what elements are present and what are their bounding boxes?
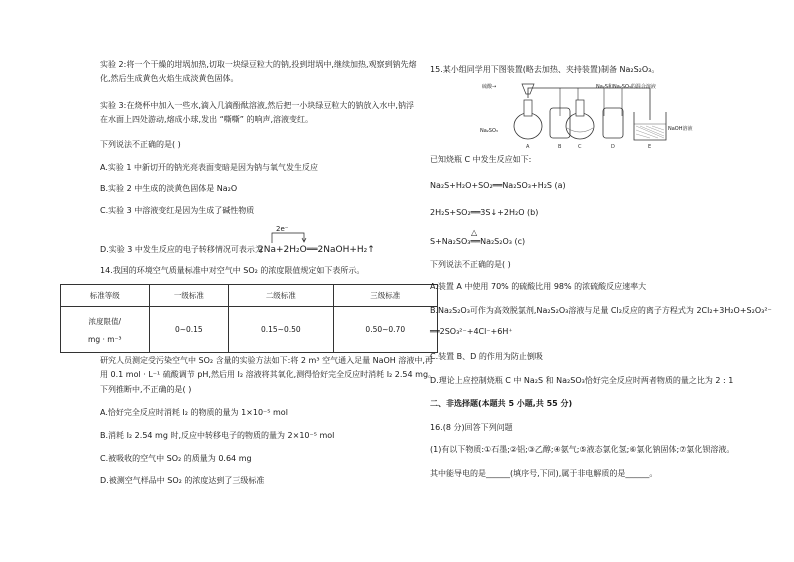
section-2-heading: 二、非选择题(本题共 5 小题,共 55 分) [430,399,573,408]
q14-option-d: D.被测空气样品中 SO₂ 的浓度达到了三级标准 [100,476,265,485]
q15-option-d: D.理论上应控制烧瓶 C 中 Na₂S 和 Na₂SO₃恰好完全反应时两者物质的量之比为 2 : 1 [430,376,734,385]
q14-option-b: B.消耗 I₂ 2.54 mg 时,反应中转移电子的物质的量为 2×10⁻⁵ mol [100,431,335,440]
table-row-label [61,307,150,353]
q13-option-c: C.实验 3 中溶液变红是因为生成了碱性物质 [100,206,255,215]
exp2-line2: 化,然后生成黄色火焰生成淡黄色固体。 [100,74,239,83]
q13-option-b: B.实验 2 中生成的淡黄色固体是 Na₂O [100,184,238,193]
bottle-label: E [648,144,652,150]
q13-option-a: A.实验 1 中新切开的钠光亮表面变暗是因为钠与氧气发生反应 [100,163,319,172]
table-header: 二级标准 [229,285,333,307]
bottle-label: D [611,144,615,150]
bottle-label: A [526,144,530,150]
row-label-line1: 浓度限值/ [88,316,122,326]
q15-option-b-line2: ══2SO₃²⁻+4Cl⁻+6H⁺ [430,327,513,336]
reaction-c-condition: △ [471,228,478,237]
table-cell: 0.15~0.50 [229,307,333,353]
table-header: 标准等级 [61,285,150,307]
q16-stem: 16.(8 分)回答下列问题 [430,423,513,432]
label-na2so3: Na₂SO₃ [480,128,498,134]
q14-stem: 14.我国的环境空气质量标准中对空气中 SO₂ 的浓度限值规定如下表所示。 [100,266,365,275]
q16-line1: (1)有以下物质:①石墨;②铝;③乙醇;④氨气;⑤液态氯化氢;⑥氯化钠固体;⑦氯化钡溶液。 [430,445,735,454]
known-intro: 已知烧瓶 C 中发生反应如下: [430,155,532,164]
q15-option-b-line1: B.Na₂S₂O₃可作为高效脱氯剂,Na₂S₂O₃溶液与足量 Cl₂反应的离子方程式为 2Cl₂+3H₂O+S₂O₃²⁻ [430,306,772,315]
q14-option-a: A.恰好完全反应时消耗 I₂ 的物质的量为 1×10⁻⁵ mol [100,408,288,417]
q16-line2: 其中能导电的是______(填序号,下同),属于非电解质的是______。 [430,469,658,478]
reaction-a: Na₂S+H₂O+SO₂══Na₂SO₃+H₂S (a) [430,181,566,190]
bottle-label: C [578,144,582,150]
q13-stem: 下列说法不正确的是( ) [100,140,181,149]
table-header: 三级标准 [333,285,437,307]
q15-ask: 下列说法不正确的是( ) [430,260,511,269]
label-naoh: NaOH溶液 [668,126,693,132]
q15-option-a: A.装置 A 中使用 70% 的硫酸比用 98% 的浓硫酸反应速率大 [430,282,647,291]
reaction-b: 2H₂S+SO₂══3S↓+2H₂O (b) [430,208,539,217]
exp2-line1: 实验 2:将一个干燥的坩埚加热,切取一块绿豆粒大的钠,投到坩埚中,继续加热,观察到钠先熔 [100,60,417,69]
exp3-line2: 在水面上四处游动,熔成小球,发出 “嘶嘶” 的响声,溶液变红。 [100,115,314,124]
bottle-label: B [558,144,562,150]
row-label-line2: mg · m⁻³ [88,334,122,344]
q13-option-d-equation: 2Na+2H₂O══2NaOH+H₂↑ [258,245,375,255]
q13-option-d-text: D.实验 3 中发生反应的电子转移情况可表示为 [100,245,263,254]
table-header: 一级标准 [149,285,229,307]
q14-para-2: 用 0.1 mol · L⁻¹ 硫酸调节 pH,然后用 I₂ 溶液将其氧化,测得恰好完全反应时消耗 I₂ 2.54 mg。 [100,370,437,379]
q15-option-c: C.装置 B、D 的作用为防止倒吸 [430,352,543,361]
table-cell: 0~0.15 [149,307,229,353]
label-mixed-solution: Na₂S和Na₂SO₃的混合溶液 [596,84,656,90]
electron-count-label: 2e⁻ [276,225,289,233]
q14-para-1: 研究人员测定受污染空气中 SO₂ 含量的实验方法如下:将 2 m³ 空气通入足量 NaOH 溶液中,再 [100,356,433,365]
exp3-line1: 实验 3:在烧杯中加入一些水,滴入几滴酚酞溶液,然后把一小块绿豆粒大的钠放入水中,钠浮 [100,101,414,110]
q15-stem: 15.某小组同学用下图装置(略去加热、夹持装置)制备 Na₂S₂O₃。 [430,65,660,74]
table-cell: 0.50~0.70 [333,307,437,353]
q14-para-3: 下列推断中,不正确的是( ) [100,385,192,394]
label-acid: 硫酸→ [482,84,497,90]
so2-standard-table [60,284,438,353]
q14-option-c: C.被吸收的空气中 SO₂ 的质量为 0.64 mg [100,454,252,463]
reaction-c: S+Na₂SO₃══Na₂S₂O₃ (c) [430,237,526,246]
